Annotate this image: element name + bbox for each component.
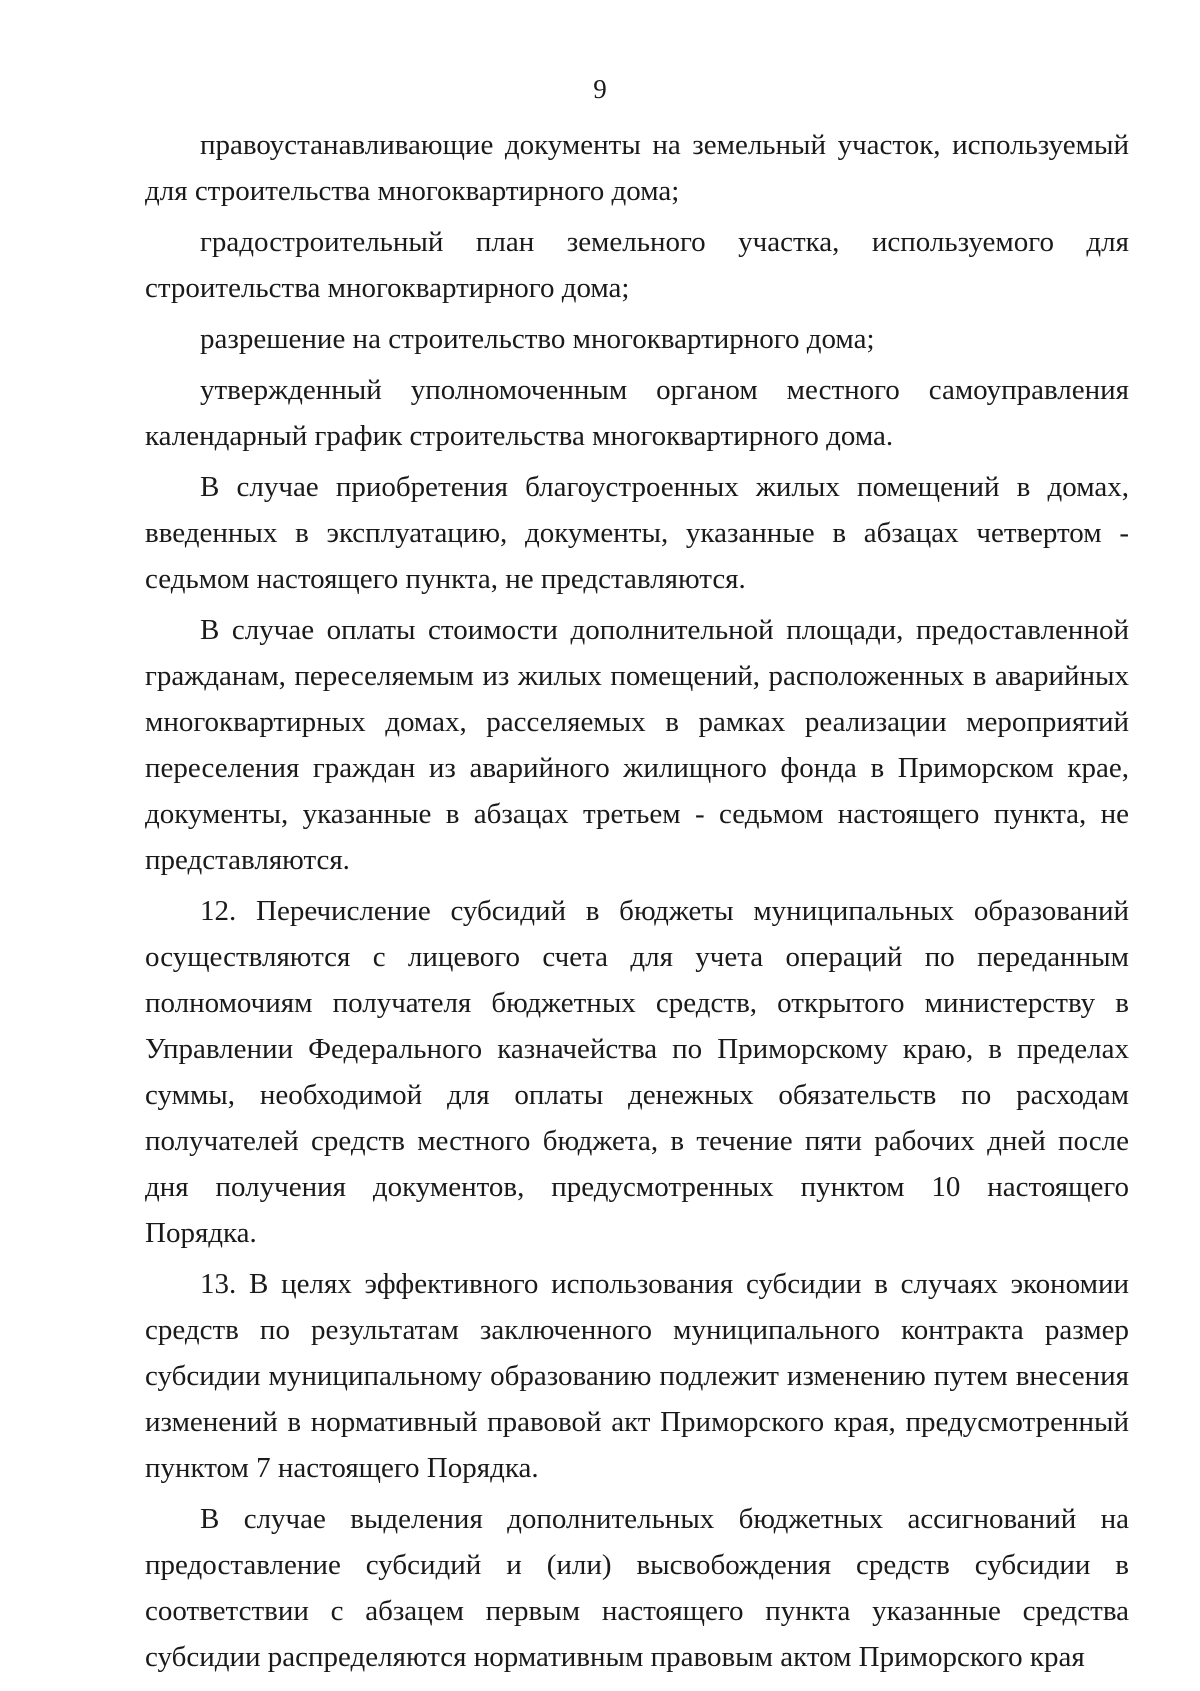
paragraph: утвержденный уполномоченным органом местного самоуправления календарный график строительства многоквартирного дома. <box>145 374 1129 452</box>
paragraph: правоустанавливающие документы на земельный участок, используемый для строительства многоквартирного дома; <box>145 129 1129 207</box>
document-body <box>145 122 1129 1685</box>
paragraph: В случае приобретения благоустроенных жилых помещений в домах, введенных в эксплуатацию, документы, указанные в абзацах четвертом - седьмом настоящего пункта, не представляются. <box>145 471 1129 595</box>
paragraph: В случае оплаты стоимости дополнительной площади, предоставленной гражданам, переселяемым из жилых помещений, расположенных в аварийных многоквартирных домах, расселяемых в рамках реализации мероприятий переселения граждан из аварийного жилищного фонда в Приморском крае, документы, указанные в абзацах третьем - седьмом настоящего пункта, не представляются. <box>145 614 1129 876</box>
paragraph: 12. Перечисление субсидий в бюджеты муниципальных образований осуществляются с лицевого счета для учета операций по переданным полномочиям получателя бюджетных средств, открытого министерству в Управлении Федерального казначейства по Приморскому краю, в пределах суммы, необходимой для оплаты денежных обязательств по расходам получателей средств местного бюджета, в течение пяти рабочих дней после дня получения документов, предусмотренных пунктом 10 настоящего Порядка. <box>145 895 1129 1249</box>
paragraph: разрешение на строительство многоквартирного дома; <box>200 323 875 355</box>
paragraph: В случае выделения дополнительных бюджетных ассигнований на предоставление субсидий и (или) высвобождения средств субсидии в соответствии с абзацем первым настоящего пункта указанные средства субсидии распределяются нормативным правовым актом Приморского края <box>145 1503 1129 1673</box>
paragraph: градостроительный план земельного участка, используемого для строительства многоквартирного дома; <box>145 226 1129 304</box>
paragraph: 13. В целях эффективного использования субсидии в случаях экономии средств по результатам заключенного муниципального контракта размер субсидии муниципальному образованию подлежит изменению путем внесения изменений в нормативный правовой акт Приморского края, предусмотренный пунктом 7 настоящего Порядка. <box>145 1268 1129 1484</box>
page-number: 9 <box>593 74 607 104</box>
